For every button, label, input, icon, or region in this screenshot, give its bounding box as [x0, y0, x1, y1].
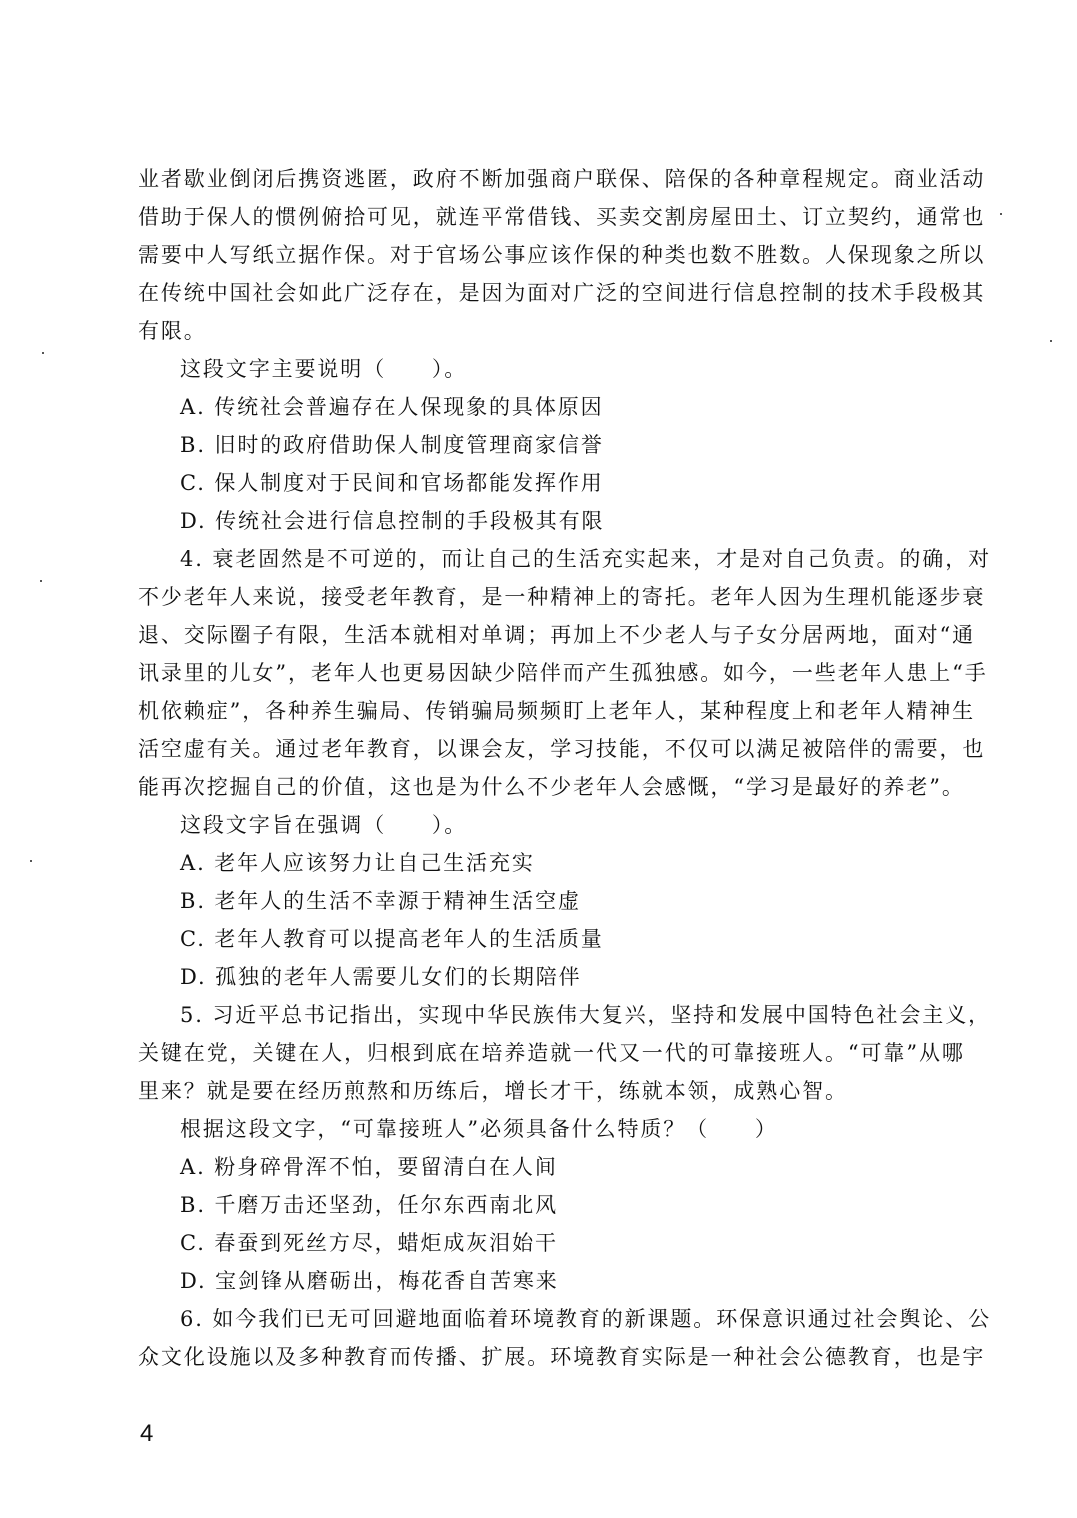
document-page	[138, 160, 992, 1376]
text-line: 5. 习近平总书记指出，实现中华民族伟大复兴，坚持和发展中国特色社会主义，	[180, 1003, 992, 1027]
text-line: 在传统中国社会如此广泛存在，是因为面对广泛的空间进行信息控制的技术手段极其	[138, 281, 986, 305]
option-b: B. 旧时的政府借助保人制度管理商家信誉	[180, 433, 604, 457]
text-line: 能再次挖掘自己的价值，这也是为什么不少老年人会感慨，“学习是最好的养老”。	[138, 775, 965, 799]
option-d: D. 宝剑锋从磨砺出，梅花香自苦寒来	[180, 1269, 559, 1293]
option-d: D. 传统社会进行信息控制的手段极其有限	[180, 509, 605, 533]
text-line: 不少老年人来说，接受老年教育，是一种精神上的寄托。老年人因为生理机能逐步衰	[138, 585, 986, 609]
text-line: 活空虚有关。通过老年教育，以课会友，学习技能，不仅可以满足被陪伴的需要，也	[138, 737, 986, 761]
option-a: A. 传统社会普遍存在人保现象的具体原因	[180, 395, 604, 419]
option-b: B. 千磨万击还坚劲，任尔东西南北风	[180, 1193, 558, 1217]
question-prompt: 这段文字旨在强调（ ）。	[180, 813, 468, 837]
text-line: 讯录里的儿女”，老年人也更易因缺少陪伴而产生孤独感。如今，一些老年人患上“手	[138, 661, 988, 685]
text-line: 退、交际圈子有限，生活本就相对单调；再加上不少老人与子女分居两地，面对“通	[138, 623, 976, 647]
option-b: B. 老年人的生活不幸源于精神生活空虚	[180, 889, 581, 913]
option-c: C. 保人制度对于民间和官场都能发挥作用	[180, 471, 604, 495]
text-line: 6. 如今我们已无可回避地面临着环境教育的新课题。环保意识通过社会舆论、公	[180, 1307, 992, 1331]
scan-speck	[40, 580, 42, 582]
text-line: 机依赖症”，各种养生骗局、传销骗局频频盯上老年人，某种程度上和老年人精神生	[138, 699, 976, 723]
option-c: C. 老年人教育可以提高老年人的生活质量	[180, 927, 604, 951]
option-a: A. 老年人应该努力让自己生活充实	[180, 851, 535, 875]
text-line: 众文化设施以及多种教育而传播、扩展。环境教育实际是一种社会公德教育，也是宇	[138, 1345, 986, 1369]
passage-q4	[138, 540, 992, 806]
text-line: 业者歇业倒闭后携资逃匿，政府不断加强商户联保、陪保的各种章程规定。商业活动	[138, 167, 986, 191]
text-line: 有限。	[138, 319, 207, 343]
option-a: A. 粉身碎骨浑不怕，要留清白在人间	[180, 1155, 558, 1179]
passage-q6	[138, 1300, 992, 1376]
question-prompt: 根据这段文字，“可靠接班人”必须具备什么特质？（ ）	[180, 1117, 778, 1141]
text-line: 借助于保人的惯例俯拾可见，就连平常借钱、买卖交割房屋田土、订立契约，通常也	[138, 205, 986, 229]
scan-speck	[1050, 340, 1052, 342]
question-prompt: 这段文字主要说明（ ）。	[180, 357, 468, 381]
passage-q5	[138, 996, 992, 1110]
scan-speck	[30, 860, 32, 862]
text-line: 需要中人写纸立据作保。对于官场公事应该作保的种类也数不胜数。人保现象之所以	[138, 243, 986, 267]
scan-speck	[42, 352, 44, 354]
passage-continuation	[138, 160, 986, 350]
page-number: 4	[140, 1420, 154, 1447]
text-line: 关键在党，关键在人，归根到底在培养造就一代又一代的可靠接班人。“可靠”从哪	[138, 1041, 965, 1065]
text-line: 里来？就是要在经历煎熬和历练后，增长才干，练就本领，成熟心智。	[138, 1079, 848, 1103]
option-d: D. 孤独的老年人需要儿女们的长期陪伴	[180, 965, 582, 989]
text-line: 4. 衰老固然是不可逆的，而让自己的生活充实起来，才是对自己负责。的确，对	[180, 547, 992, 571]
scan-speck	[1000, 213, 1002, 215]
option-c: C. 春蚕到死丝方尽，蜡炬成灰泪始干	[180, 1231, 558, 1255]
